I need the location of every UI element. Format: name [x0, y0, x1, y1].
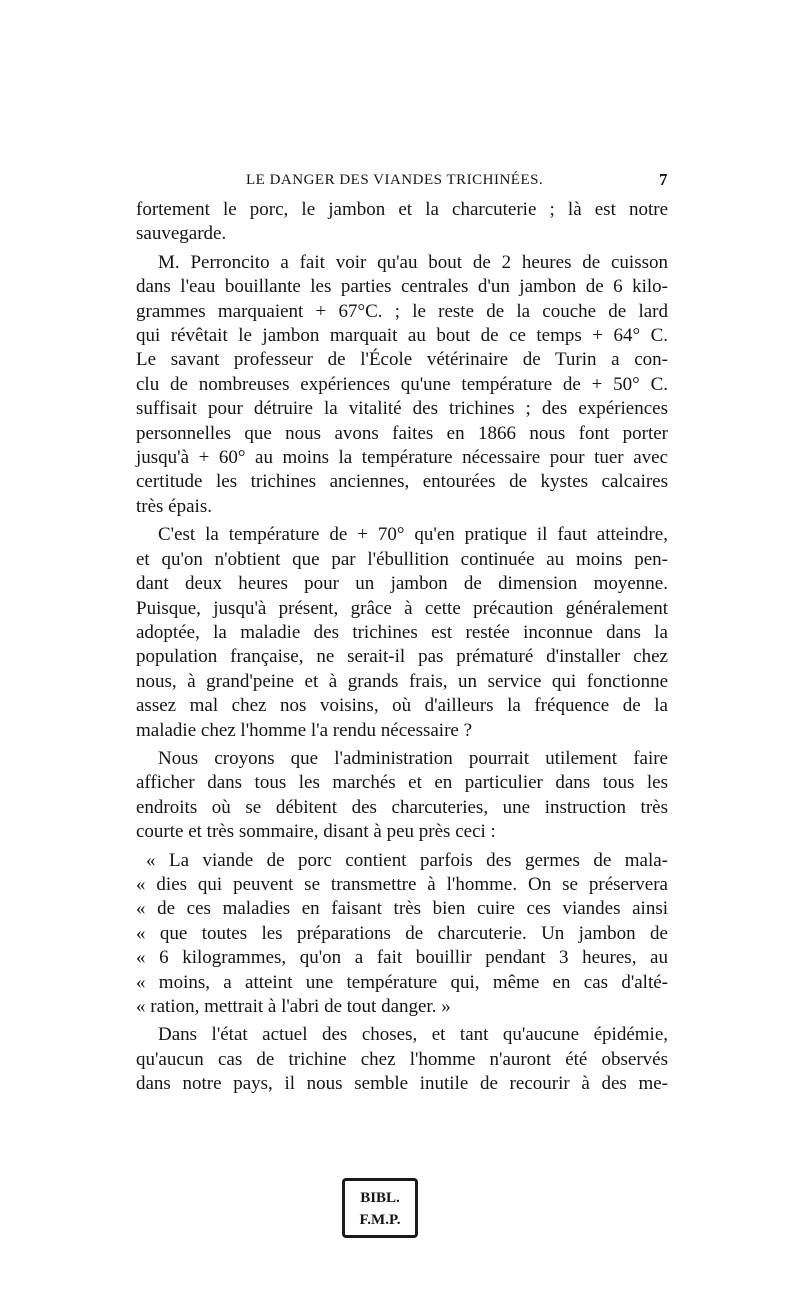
text-line: grammes marquaient + 67°C. ; le reste de la couche de lard [136, 300, 668, 322]
text-line: Dans l'état actuel des choses, et tant qu'aucune épidémie, [158, 1024, 668, 1046]
paragraph-3 [136, 523, 668, 743]
text-line: qui révêtait le jambon marquait au bout de ce temps + 64° C. [136, 325, 668, 347]
paragraph-5 [136, 849, 668, 1020]
text-line: C'est la température de + 70° qu'en pratique il faut atteindre, [158, 524, 668, 546]
running-header [136, 170, 668, 198]
text-line: suffisait pour détruire la vitalité des trichines ; des expériences [136, 398, 668, 420]
body-text [136, 198, 668, 1097]
text-line: certitude les trichines anciennes, entourées de kystes calcaires [136, 471, 668, 493]
text-line: population française, ne serait-il pas prématuré d'installer chez [136, 646, 668, 668]
text-line: dans l'eau bouillante les parties centrales d'un jambon de 6 kilo- [136, 276, 668, 298]
text-line: maladie chez l'homme l'a rendu nécessaire ? [136, 719, 473, 741]
text-line: afficher dans tous les marchés et en particulier dans tous les [136, 772, 668, 794]
library-stamp [342, 1178, 418, 1238]
text-line: « moins, a atteint une température qui, même en cas d'alté- [136, 971, 668, 993]
text-line: jusqu'à + 60° au moins la température nécessaire pour tuer avec [136, 447, 668, 469]
text-line: qu'aucun cas de trichine chez l'homme n'auront été observés [136, 1048, 668, 1070]
text-line: « ration, mettrait à l'abri de tout danger. » [136, 996, 451, 1017]
paragraph-4 [136, 747, 668, 845]
page [136, 170, 668, 1097]
text-line: « 6 kilogrammes, qu'on a fait bouillir pendant 3 heures, au [136, 947, 668, 969]
text-line: personnelles que nous avons faites en 1866 nous font porter [136, 422, 668, 444]
paragraph-6 [136, 1023, 668, 1096]
text-line: « que toutes les préparations de charcuterie. Un jambon de [136, 922, 668, 944]
text-line: « La viande de porc contient parfois des germes de mala- [146, 849, 668, 871]
text-line: clu de nombreuses expériences qu'une température de + 50° C. [136, 373, 668, 395]
paragraph-2 [136, 251, 668, 519]
page-number: 7 [659, 170, 668, 189]
stamp-line-2: F.M.P. [359, 1212, 401, 1228]
text-line: adoptée, la maladie des trichines est restée inconnue dans la [136, 621, 668, 643]
text-line: sauvegarde. [136, 223, 227, 245]
text-line: « de ces maladies en faisant très bien cuire ces viandes ainsi [136, 898, 668, 920]
stamp-line-1: BIBL. [360, 1190, 400, 1206]
text-line: « dies qui peuvent se transmettre à l'homme. On se préservera [136, 873, 668, 895]
text-line: et qu'on n'obtient que par l'ébullition continuée au moins pen- [136, 548, 668, 570]
text-line: Nous croyons que l'administration pourrait utilement faire [158, 747, 668, 769]
text-line: assez mal chez nos voisins, où d'ailleurs la fréquence de la [136, 695, 668, 717]
header-title: LE DANGER DES VIANDES TRICHINÉES. [246, 172, 544, 188]
text-line: très épais. [136, 495, 212, 517]
text-line: M. Perroncito a fait voir qu'au bout de 2 heures de cuisson [158, 251, 668, 273]
text-line: fortement le porc, le jambon et la charcuterie ; là est notre [136, 199, 668, 220]
text-line: nous, à grand'peine et à grands frais, un service qui fonctionne [136, 670, 668, 692]
text-line: Le savant professeur de l'École vétérinaire de Turin a con- [136, 349, 668, 371]
text-line: Puisque, jusqu'à présent, grâce à cette précaution généralement [136, 597, 668, 619]
text-line: dans notre pays, il nous semble inutile de recourir à des me- [136, 1073, 668, 1095]
text-line: courte et très sommaire, disant à peu près ceci : [136, 821, 496, 843]
text-line: dant deux heures pour un jambon de dimension moyenne. [136, 573, 668, 595]
paragraph-1 [136, 198, 668, 247]
text-line: endroits où se débitent des charcuteries, une instruction très [136, 796, 668, 818]
